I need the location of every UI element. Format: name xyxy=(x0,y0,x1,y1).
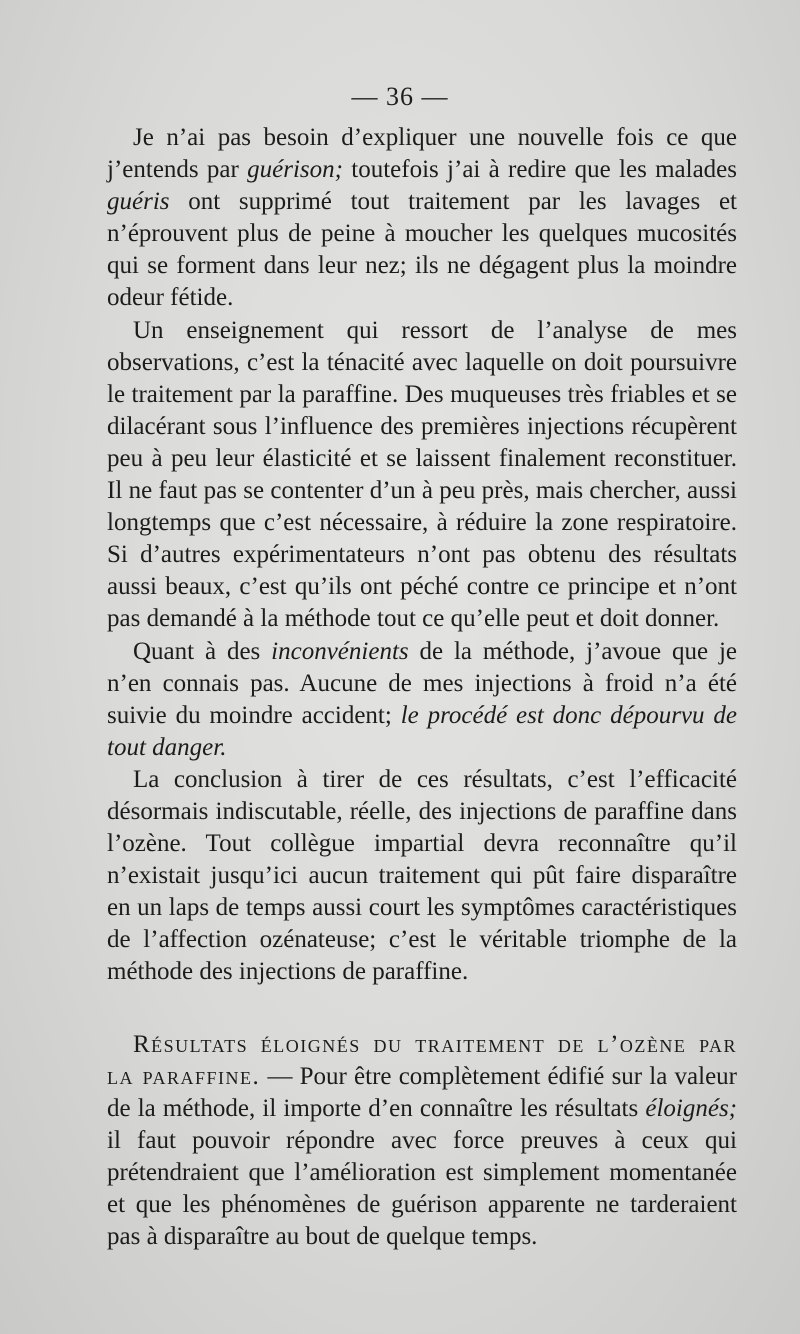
p5-italic-eloignes: éloignés; xyxy=(645,1094,737,1122)
p3-text-a: Quant à des xyxy=(133,637,272,665)
p1-text-c: toutefois j’ai à redire que les malades xyxy=(342,156,738,184)
paragraph-3 xyxy=(107,636,737,764)
p3-italic-inconvenients: inconvénients xyxy=(271,637,409,665)
p5-text-c: il faut pouvoir répondre avec force preuves à ceux qui prétendraient que l’amélioration est simplement momentanée et que les phénomènes de guérison apparente ne tarderaient pas à disparaître au bout de quelque temps. xyxy=(107,1126,737,1251)
paragraph-5 xyxy=(107,1029,737,1254)
p5-text-a: — Pour être complètement édifié sur la valeur de la méthode, il importe d’en connaître les résultats xyxy=(107,1062,737,1122)
paragraph-4: La conclusion à tirer de ces résultats, c’est l’efficacité désormais indiscutable, réelle, des injections de paraffine dans l’ozène. Tout collègue impartial devra reconnaître qu’il n’existait jusqu’ici aucun traitement qui pût faire disparaître en un laps de temps aussi court les symptômes caractéristiques de l’affection ozénateuse; c’est le véritable triomphe de la méthode des injections de paraffine. xyxy=(107,765,737,986)
p3-text-c: de la méthode, j’avoue que je n’en connais pas. Aucune de mes injections à froid n’a été suivie du moindre accident; xyxy=(107,637,737,729)
p1-italic-gueris: guéris xyxy=(107,188,170,216)
body-text xyxy=(107,122,737,1253)
p1-italic-guerison: guérison; xyxy=(247,156,343,184)
p1-text-a: Je n’ai pas besoin d’expliquer une nouvelle fois ce que j’entends par xyxy=(107,124,737,184)
p1-text-e: ont supprimé tout traitement par les lavages et n’éprouvent plus de peine à moucher les quelques mucosités qui se forment dans leur nez; ils ne dégagent plus la moindre odeur fétide. xyxy=(107,188,737,312)
p3-italic-conclusion: le procédé est donc dépourvu de tout danger. xyxy=(107,701,737,761)
paragraph-1 xyxy=(107,122,737,315)
section-heading: Résultats éloignés du traitement de l’ozène par la paraffine. xyxy=(107,1030,737,1090)
page-number: — 36 — xyxy=(351,82,449,111)
paragraph-2: Un enseignement qui ressort de l’analyse de mes observations, c’est la ténacité avec laquelle on doit poursuivre le traitement par la paraffine. Des muqueuses très friables et se dilacérant sous l’influence des premières injections récupèrent peu à peu leur élasticité et se laissent finalement reconstituer. Il ne faut pas se contenter d’un à peu près, mais chercher, aussi longtemps que c’est nécessaire, à réduire la zone respiratoire. Si d’autres expérimentateurs n’ont pas obtenu des résultats aussi beaux, c’est qu’ils ont péché contre ce principe et n’ont pas demandé à la méthode tout ce qu’elle peut et doit donner. xyxy=(107,316,737,633)
